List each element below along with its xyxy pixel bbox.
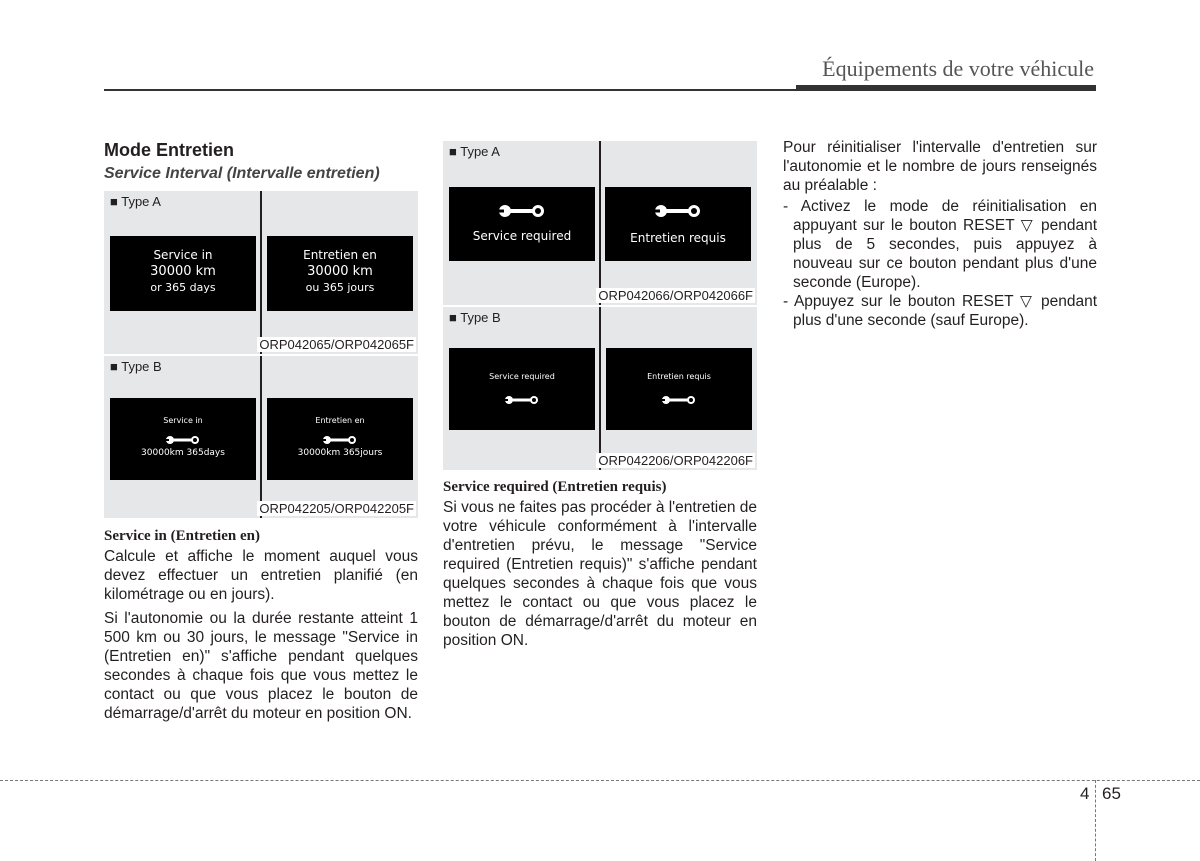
display-line: Service required <box>472 229 572 243</box>
footer-rule <box>0 780 1200 781</box>
chapter-number: 4 <box>1080 784 1090 803</box>
display-line: or 365 days <box>150 281 216 294</box>
figure-code: ORP042065/ORP042065F <box>259 337 414 352</box>
bullet-item: - Activez le mode de réinitialisation en appuyant sur le bouton RESET ▽ pendant plus de 5 secondes, puis appuyez à nouveau sur ce bouton pendant plus d'une seconde (Europe). <box>783 198 1097 291</box>
type-label: ■ Type A <box>449 144 500 159</box>
type-label: ■ Type A <box>110 194 161 209</box>
section-subtitle: Service Interval (Intervalle entretien) <box>104 165 380 182</box>
display-line: Entretien requis <box>630 231 726 245</box>
display-screen-fr <box>605 187 751 261</box>
bullet-item: - Appuyez sur le bouton RESET ▽ pendant plus d'une seconde (sauf Europe). <box>783 293 1097 329</box>
display-screen-en <box>449 187 595 261</box>
figure-divider <box>599 307 601 470</box>
display-line: 30000km 365jours <box>297 448 383 458</box>
page-number: 65 <box>1102 784 1121 803</box>
paragraph: Si vous ne faites pas procéder à l'entretien de votre véhicule conformément à l'intervalle d'entretien prévu, le message "Service required (Entretien requis)" s'affiche pendant quelques secondes à chaque fois que vous mettez le contact ou que vous placez le bouton de démarrage/d'arrêt du moteur en position ON. <box>443 499 758 649</box>
display-screen-en <box>110 236 256 311</box>
display-screen-en <box>110 398 256 480</box>
figure-code: ORP042066/ORP042066F <box>598 288 753 303</box>
type-label: ■ Type B <box>449 310 501 325</box>
column-left <box>104 138 418 728</box>
paragraph: Pour réinitialiser l'intervalle d'entretien sur l'autonomie et le nombre de jours renseignés au préalable : <box>783 139 1097 194</box>
header-rule <box>104 89 1096 91</box>
wrench-icon <box>606 390 752 409</box>
body-title: Service required (Entretien requis) <box>443 479 667 495</box>
figure-divider <box>260 191 262 354</box>
figure-code: ORP042206/ORP042206F <box>598 453 753 468</box>
display-line: Entretien en <box>303 248 377 262</box>
wrench-icon <box>267 430 413 449</box>
display-line: 30000 km <box>307 264 373 279</box>
section-title: Mode Entretien <box>104 140 235 160</box>
figure-service-required-type-b <box>443 307 757 470</box>
display-line: Service required <box>489 372 555 381</box>
wrench-icon <box>449 390 595 409</box>
running-header: Équipements de votre véhicule <box>822 56 1094 81</box>
column-right <box>783 138 1097 330</box>
figure-service-in-type-a <box>104 191 418 354</box>
paragraph: Si l'autonomie ou la durée restante atteint 1 500 km ou 30 jours, le message "Service in (Entretien en)" s'affiche pendant quelques secondes à chaque fois que vous mettez le contact ou que vous placez le bouton de démarrage/d'arrêt du moteur en position ON. <box>104 610 418 722</box>
display-line: Entretien en <box>315 416 365 425</box>
display-line: ou 365 jours <box>305 281 375 294</box>
footer-divider <box>1095 780 1096 861</box>
figure-service-required-type-a <box>443 141 757 305</box>
display-screen-fr <box>606 348 752 430</box>
figure-divider <box>599 141 601 305</box>
display-line: Service in <box>153 248 213 262</box>
type-label: ■ Type B <box>110 359 162 374</box>
wrench-icon <box>605 203 751 222</box>
display-line: Service in <box>163 416 203 425</box>
display-screen-fr <box>267 398 413 480</box>
wrench-icon <box>449 203 595 222</box>
body-title: Service in (Entretien en) <box>104 528 260 544</box>
display-screen-en <box>449 348 595 430</box>
display-screen-fr <box>267 236 413 311</box>
paragraph: Calcule et affiche le moment auquel vous devez effectuer un entretien planifié (en kilométrage ou en jours). <box>104 548 418 603</box>
wrench-icon <box>110 430 256 449</box>
figure-service-in-type-b <box>104 356 418 518</box>
column-middle <box>443 141 757 655</box>
figure-divider <box>260 356 262 518</box>
figure-code: ORP042205/ORP042205F <box>259 501 414 516</box>
display-line: Entretien requis <box>647 372 711 381</box>
display-line: 30000 km <box>150 264 216 279</box>
display-line: 30000km 365days <box>141 448 225 458</box>
